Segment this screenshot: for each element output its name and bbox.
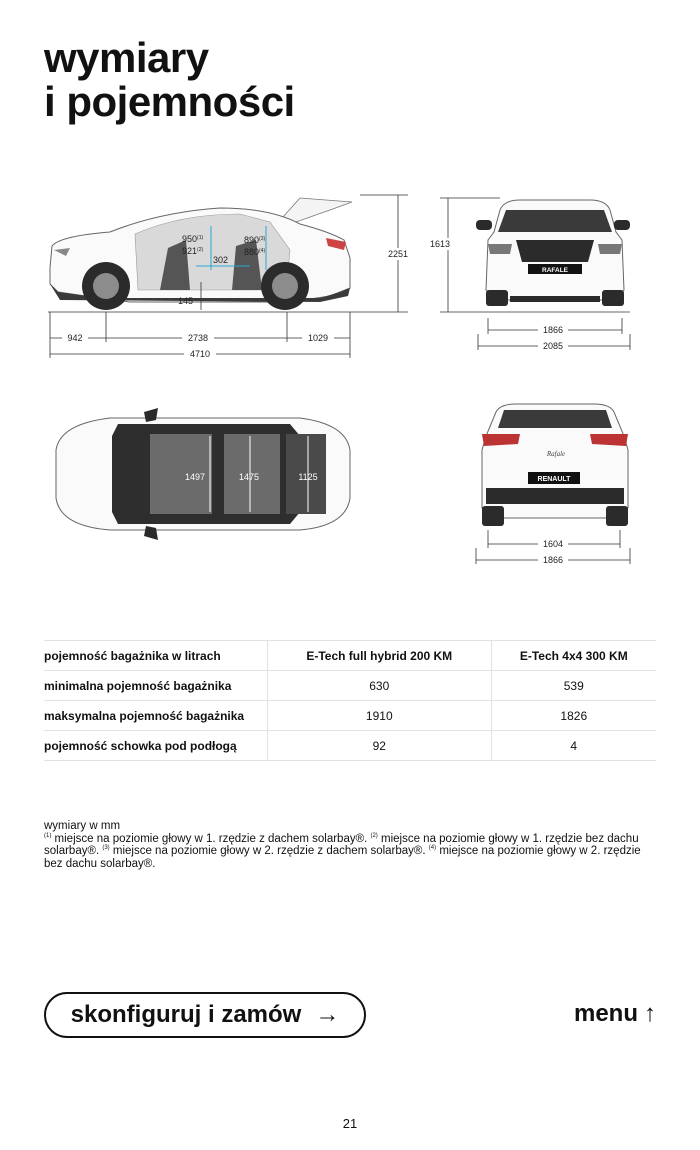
rear-light-left [482, 434, 520, 446]
front-seats-width-label: 1497 [184, 472, 206, 482]
menu-link[interactable] [574, 1000, 656, 1028]
row-value-hybrid: 630 [268, 671, 492, 701]
table-row [44, 701, 656, 731]
units-note: wymiary w mm [44, 820, 121, 832]
rear-width-label: 1866 [542, 555, 564, 565]
rear-wheel-left [482, 506, 504, 526]
row-label: maksymalna pojemność bagażnika [44, 701, 268, 731]
front-headlight-left [488, 244, 512, 254]
configure-and-order-button[interactable] [44, 992, 366, 1038]
mirror-right [614, 220, 630, 230]
page-number: 21 [342, 1116, 358, 1131]
arrow-up-icon: ↑ [644, 1000, 656, 1027]
configure-button-label: skonfiguruj i zamów [70, 1001, 302, 1028]
wheelbase-label: 2738 [187, 333, 209, 343]
rear-window [498, 410, 612, 428]
front-plate-text: RAFALE [542, 267, 568, 274]
row-value-awd: 1826 [491, 701, 656, 731]
boot-width-label: 1125 [298, 472, 318, 482]
rear-light-right [590, 434, 628, 446]
table-header-row [44, 641, 656, 671]
height-tailgate-label: 2251 [387, 249, 409, 259]
rear-script-badge: Rafale [546, 450, 566, 458]
length-label: 4710 [189, 349, 211, 359]
front-wheel-right [602, 290, 624, 306]
arrow-right-icon: → [315, 1001, 340, 1028]
footnote-4: miejsce na poziomie głowy w 2. rzędzie bez dachu solarbay®. [44, 845, 641, 870]
row-label: pojemność schowka pod podłogą [44, 731, 268, 761]
front-track-label: 1866 [542, 325, 564, 335]
front-rim [93, 273, 119, 299]
headroom-3-label: 890$^{(3)}$ [244, 235, 266, 245]
headroom-2-label: 921$^{(2)}$ [182, 246, 204, 256]
menu-label: menu [573, 1000, 638, 1027]
legroom-label: 302 [213, 255, 229, 265]
footnote-3-mark: (3) [102, 845, 110, 852]
row-value-hybrid: 92 [268, 731, 492, 761]
front-grille [516, 240, 594, 262]
rear-plate-text: RENAULT [537, 476, 571, 483]
table-header-label: pojemność bagażnika w litrach [44, 641, 268, 671]
headroom-4-label: 880$^{(4)}$ [244, 247, 266, 257]
boot-capacity-table [44, 640, 656, 761]
row-label: minimalna pojemność bagażnika [44, 671, 268, 701]
mirror-top-lower [144, 526, 158, 540]
headroom-1-label: 950$^{(1)}$ [182, 234, 204, 244]
front-wheel-left [486, 290, 508, 306]
table-row [44, 731, 656, 761]
footnote-2-mark: (2) [370, 832, 378, 839]
table-header-hybrid: E-Tech full hybrid 200 KM [268, 641, 492, 671]
row-value-hybrid: 1910 [268, 701, 492, 731]
car-rear-view [482, 404, 628, 526]
windscreen [498, 210, 612, 232]
rear-seats-width-label: 1475 [238, 472, 260, 482]
rear-bumper [486, 488, 624, 504]
rear-overhang-label: 942 [67, 333, 83, 343]
car-side-view [50, 198, 352, 310]
row-value-awd: 539 [491, 671, 656, 701]
footnote-1: miejsce na poziomie głowy w 1. rzędzie z dachem solarbay®. [51, 832, 371, 845]
front-underbody [510, 296, 600, 302]
mirror-top-upper [144, 408, 158, 422]
rear-rim [272, 273, 298, 299]
rear-track-label: 1604 [542, 539, 564, 549]
table-row [44, 671, 656, 701]
ground-clearance-label: 145 [178, 296, 194, 306]
table-header-awd: E-Tech 4x4 300 KM [491, 641, 656, 671]
car-front-view [476, 200, 630, 306]
footnote-3: miejsce na poziomie głowy w 2. rzędzie z dachem solarbay®. [109, 845, 429, 857]
rear-wheel-right [606, 506, 628, 526]
footnote-2: miejsce na poziomie głowy w 1. rzędzie bez dachu solarbay®. [44, 832, 639, 857]
page-title-line-2: i pojemności [44, 78, 295, 125]
tailgate-open [282, 198, 352, 222]
footnotes [44, 820, 649, 870]
footnote-1-mark: (1) [44, 832, 52, 839]
front-overhang-label: 1029 [307, 333, 329, 343]
front-height-label: 1613 [429, 239, 451, 249]
mirror-left [476, 220, 492, 230]
footnote-4-mark: (4) [428, 845, 437, 852]
width-mirrors-label: 2085 [542, 341, 564, 351]
page-title-line-1: wymiary [44, 34, 209, 81]
front-headlight-right [598, 244, 622, 254]
row-value-awd: 4 [491, 731, 656, 761]
